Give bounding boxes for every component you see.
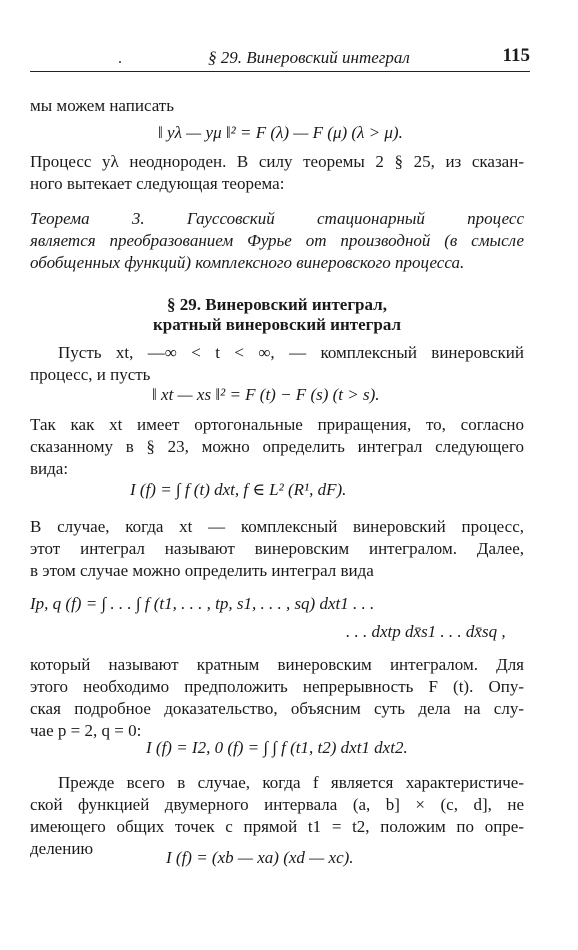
paragraph-5: В случае, когда xt — комплексный винеровский процесс, этот интеграл называют винеровским интегралом. Далее, в этом случае можно определить интеграл вида [30, 517, 524, 580]
equation-4-line-2: . . . dxtp dx̄s1 . . . dx̄sq , [346, 622, 506, 641]
paragraph-4: Так как xt имеет ортогональные приращения, то, согласно сказанному в § 23, можно определить интеграл следующего вида: [30, 415, 524, 478]
text-line-1: мы можем написать [30, 96, 174, 115]
paragraph-6: который называют кратным винеровским интегралом. Для этого необходимо предположить непрерывность F (t). Опу- ская подробное доказательство, объясним суть дела на слу- чае p = 2, q = 0: [30, 655, 524, 740]
paragraph-7: Прежде всего в случае, когда f является характеристиче- ской функцией двумерного интервала (a, b] × (c, d], не имеющего общих точек с прямой t1 = t2, положим по опре- делению [30, 773, 524, 858]
paragraph-3: Пусть xt, —∞ < t < ∞, — комплексный винеровский процесс, и пусть [30, 343, 524, 384]
equation-4-line-1: Ip, q (f) = ∫ . . . ∫ f (t1, . . . , tp, s1, . . . , sq) dxt1 . . . [30, 594, 375, 613]
header-rule [30, 71, 530, 72]
equation-2: ‖ xt — xs ‖² = F (t) − F (s) (t > s). [152, 385, 380, 404]
equation-1: ‖ yλ — yμ ‖² = F (λ) — F (μ) (λ > μ). [158, 123, 403, 142]
section-heading-line-2: кратный винеровский интеграл [152, 315, 402, 334]
paragraph-2: Процесс yλ неоднороден. В силу теоремы 2 § 25, из сказан- ного вытекает следующая теорема: [30, 152, 524, 193]
running-header [30, 46, 530, 72]
equation-3: I (f) = ∫ f (t) dxt, f ∈ L² (R¹, dF). [130, 480, 347, 499]
section-heading-line-1: § 29. Винеровский интеграл, [167, 295, 387, 314]
equation-5: I (f) = I2, 0 (f) = ∫ ∫ f (t1, t2) dxt1 dxt2. [146, 738, 408, 757]
equation-6: I (f) = (xb — xa) (xd — xc). [166, 848, 354, 867]
theorem-3: Теорема 3. Гауссовский стационарный процесс является преобразованием Фурье от производной (в смысле обобщенных функций) комплексного винеровского процесса. [30, 209, 524, 272]
running-title: § 29. Винеровский интеграл [208, 48, 410, 67]
header-dot: . [118, 50, 122, 67]
page-number: 115 [502, 45, 530, 66]
